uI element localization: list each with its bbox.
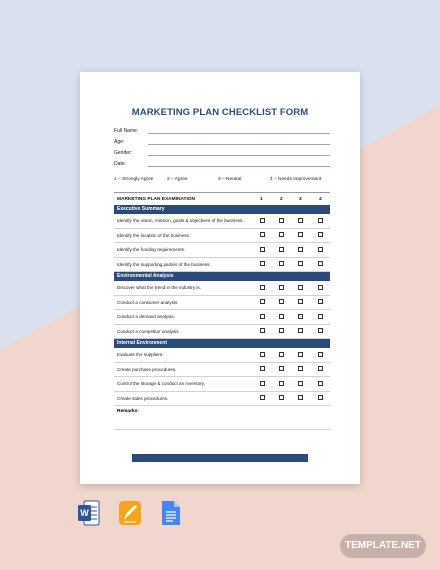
checkbox-rating-2[interactable]: [279, 218, 284, 223]
checkbox-rating-2[interactable]: [279, 352, 284, 357]
checkbox-rating-1[interactable]: [260, 232, 265, 237]
checkbox-rating-1[interactable]: [260, 218, 265, 223]
pages-icon[interactable]: [119, 500, 141, 526]
column-2-header: 2: [280, 197, 283, 202]
checklist-row: [114, 310, 330, 325]
checkbox-rating-1[interactable]: [260, 261, 265, 266]
brand-badge[interactable]: TEMPLATE.NET: [340, 534, 426, 558]
checklist-item-label: Identify the funding requirements.: [117, 247, 186, 252]
checklist-item-label: Conduct a demand analysis.: [117, 314, 175, 319]
checkbox-rating-2[interactable]: [279, 314, 284, 319]
checkbox-rating-4[interactable]: [318, 261, 323, 266]
checkbox-rating-1[interactable]: [260, 395, 265, 400]
checkbox-rating-2[interactable]: [279, 328, 284, 333]
checkbox-rating-1[interactable]: [260, 328, 265, 333]
form-title: MARKETING PLAN CHECKLIST FORM: [131, 107, 309, 118]
checkbox-rating-2[interactable]: [279, 381, 284, 386]
checkbox-rating-3[interactable]: [298, 247, 303, 252]
scale-4: 4 – Needs Improvement: [270, 177, 322, 182]
checklist-item-label: Conduct a consumer analysis.: [117, 299, 179, 305]
svg-text:W: W: [80, 508, 89, 518]
checklist-row: [114, 229, 330, 244]
checkbox-rating-3[interactable]: [298, 218, 303, 223]
field-gender: [114, 150, 132, 156]
checklist-table: [114, 192, 330, 430]
checkbox-rating-3[interactable]: [298, 366, 303, 371]
checklist-item-label: Evaluate the suppliers.: [117, 352, 164, 357]
checklist-item-label: Discover what the trend in the industry is.: [117, 285, 202, 290]
checkbox-rating-1[interactable]: [260, 381, 265, 386]
checkbox-rating-2[interactable]: [279, 395, 284, 400]
table-header: [114, 192, 330, 205]
checklist-row: [114, 243, 330, 258]
field-age: [114, 139, 124, 145]
checkbox-rating-2[interactable]: [279, 247, 284, 252]
column-4-header: 4: [319, 197, 322, 202]
checkbox-rating-1[interactable]: [260, 314, 265, 319]
checklist-row: [114, 348, 330, 363]
checkbox-rating-3[interactable]: [298, 328, 303, 333]
word-icon[interactable]: [78, 500, 100, 526]
scale-3: 3 – Neutral: [218, 177, 242, 182]
field-label: Gender:: [114, 150, 133, 156]
footer-bar: [132, 454, 308, 462]
field-date: [114, 161, 126, 167]
checkbox-rating-3[interactable]: [298, 299, 303, 304]
checklist-item-label: Identify the supporting parties of the business.: [117, 261, 211, 267]
checkbox-rating-3[interactable]: [298, 381, 303, 386]
checkbox-rating-4[interactable]: [318, 247, 323, 252]
checklist-row: [114, 281, 330, 296]
field-label: Date:: [114, 161, 126, 167]
checklist-item-label: Control the storage & conduct an inventory.: [117, 381, 206, 386]
field-label: Age:: [114, 139, 125, 145]
column-1-header: 1: [260, 197, 263, 202]
checkbox-rating-1[interactable]: [260, 352, 265, 357]
checkbox-rating-4[interactable]: [318, 352, 323, 357]
checklist-row: [114, 296, 330, 311]
checkbox-rating-4[interactable]: [318, 218, 323, 223]
checkbox-rating-4[interactable]: [318, 314, 323, 319]
checklist-item-label: Identify the location of the business.: [117, 232, 191, 238]
checklist-row: [114, 377, 330, 392]
section-header: Environmental Analysis: [114, 272, 330, 281]
checkbox-rating-2[interactable]: [279, 366, 284, 371]
section-header: Executive Summary: [114, 205, 330, 214]
checklist-item-label: Conduct a competitor analysis.: [117, 328, 180, 334]
checkbox-rating-4[interactable]: [318, 328, 323, 333]
checkbox-rating-3[interactable]: [298, 232, 303, 237]
checkbox-rating-2[interactable]: [279, 261, 284, 266]
checkbox-rating-3[interactable]: [298, 352, 303, 357]
remarks-field[interactable]: Remarks:: [114, 406, 330, 430]
checklist-row: [114, 214, 330, 229]
checkbox-rating-1[interactable]: [260, 285, 265, 290]
checkbox-rating-4[interactable]: [318, 395, 323, 400]
checklist-row: [114, 392, 330, 407]
checkbox-rating-4[interactable]: [318, 381, 323, 386]
checkbox-rating-4[interactable]: [318, 232, 323, 237]
checkbox-rating-3[interactable]: [298, 314, 303, 319]
checkbox-rating-4[interactable]: [318, 366, 323, 371]
section-header: Internal Environment: [114, 339, 330, 348]
checkbox-rating-4[interactable]: [318, 285, 323, 290]
checklist-row: [114, 258, 330, 273]
column-3-header: 3: [299, 197, 302, 202]
checkbox-rating-3[interactable]: [298, 261, 303, 266]
checklist-item-label: Identify the vision, mission, goals & objectives of the business.: [117, 218, 244, 223]
scale-2: 2 – Agree: [167, 177, 188, 182]
table-header-label: MARKETING PLAN EXAMINATION: [117, 197, 195, 202]
checklist-item-label: Create sales procedures.: [117, 395, 169, 401]
checkbox-rating-2[interactable]: [279, 285, 284, 290]
checkbox-rating-2[interactable]: [279, 232, 284, 237]
google-docs-icon[interactable]: [160, 500, 182, 526]
checkbox-rating-1[interactable]: [260, 299, 265, 304]
checkbox-rating-1[interactable]: [260, 247, 265, 252]
checkbox-rating-4[interactable]: [318, 299, 323, 304]
field-full-name: [114, 128, 138, 134]
checklist-row: [114, 363, 330, 378]
checklist-row: [114, 325, 330, 340]
scale-1: 1 – Strongly Agree: [114, 177, 154, 182]
field-label: Full Name:: [114, 128, 139, 134]
checkbox-rating-1[interactable]: [260, 366, 265, 371]
checklist-item-label: Create purchase procedures.: [117, 366, 177, 372]
checkbox-rating-3[interactable]: [298, 285, 303, 290]
checkbox-rating-2[interactable]: [279, 299, 284, 304]
checkbox-rating-3[interactable]: [298, 395, 303, 400]
document-page: [80, 72, 360, 484]
